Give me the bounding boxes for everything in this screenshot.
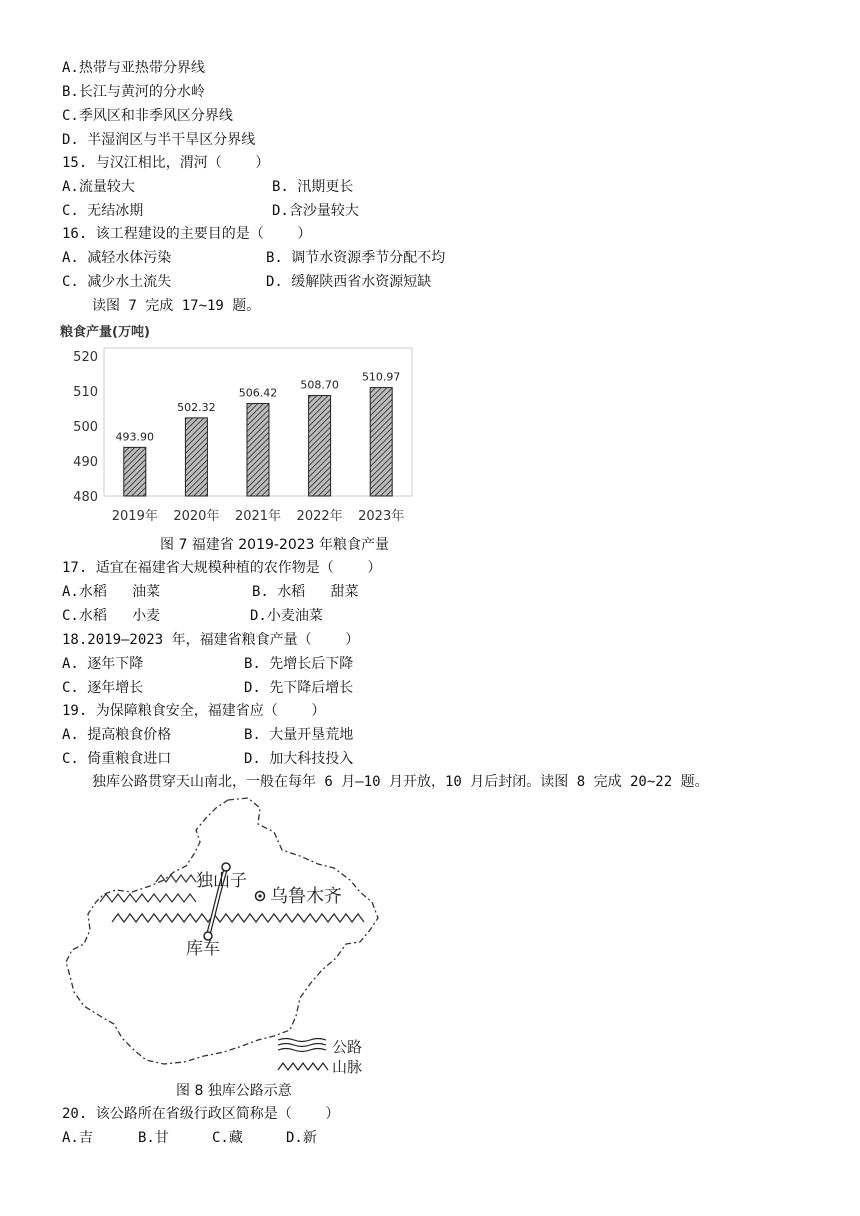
- q20-option-c: C.藏: [212, 1130, 243, 1146]
- q16-option-a: A. 减轻水体污染: [62, 250, 172, 266]
- q16-stem: 16. 该工程建设的主要目的是（ ）: [62, 226, 312, 242]
- figure-8-caption: 图 8 独库公路示意: [176, 1083, 292, 1099]
- q20-option-d: D.新: [286, 1130, 317, 1146]
- x-tick-label: 2022年: [296, 509, 343, 524]
- q15-option-a: A.流量较大: [62, 179, 135, 195]
- q15-option-b: B. 汛期更长: [272, 179, 354, 195]
- y-tick-label: 490: [73, 455, 98, 470]
- q17-option-a: A.水稻 油菜: [62, 584, 161, 600]
- q17-stem: 17. 适宜在福建省大规模种植的农作物是（ ）: [62, 560, 382, 576]
- q17-option-d: D.小麦油菜: [250, 608, 323, 624]
- y-tick-label: 500: [73, 420, 98, 435]
- mountain-range-tianshan: [112, 914, 364, 922]
- bar-value-label: 508.70: [300, 378, 339, 392]
- y-tick-label: 520: [73, 350, 98, 365]
- q18-option-a: A. 逐年下降: [62, 656, 144, 672]
- bar-2023年: [370, 388, 392, 496]
- urumqi-capital-dot: [258, 894, 261, 897]
- legend-road-label: 公路: [332, 1038, 363, 1056]
- label-urumqi: 乌鲁木齐: [270, 886, 342, 907]
- q18-option-b: B. 先增长后下降: [244, 656, 354, 672]
- q20-option-a: A.吉: [62, 1130, 93, 1146]
- label-kuqa: 库车: [186, 939, 220, 959]
- q16-option-b: B. 调节水资源季节分配不均: [266, 250, 446, 266]
- y-tick-label: 480: [73, 490, 98, 505]
- q19-option-c: C. 倚重粮食进口: [62, 751, 172, 767]
- bar-value-label: 510.97: [361, 370, 401, 384]
- q16-option-d: D. 缓解陕西省水资源短缺: [266, 274, 432, 290]
- bar-2020年: [185, 418, 207, 496]
- q17-option-c: C.水稻 小麦: [62, 608, 161, 624]
- q19-option-d: D. 加大科技投入: [244, 751, 354, 767]
- bar-value-label: 506.42: [238, 386, 278, 400]
- legend-mountain-symbol: [278, 1063, 328, 1070]
- bar-2021年: [247, 404, 269, 496]
- q20-option-b: B.甘: [138, 1130, 169, 1146]
- q17-option-b: B. 水稻 甜菜: [252, 584, 359, 600]
- bar-value-label: 493.90: [115, 430, 155, 444]
- label-dushanzi: 独山子: [196, 871, 247, 891]
- bar-2022年: [309, 396, 331, 496]
- intro-20-22: 独库公路贯穿天山南北，一般在每年 6 月—10 月开放，10 月后封闭。读图 8 完成 20~22 题。: [92, 774, 709, 790]
- q19-option-a: A. 提高粮食价格: [62, 727, 172, 743]
- q14-option-c: C.季风区和非季风区分界线: [62, 108, 233, 124]
- x-tick-label: 2019年: [111, 509, 158, 524]
- q20-stem: 20. 该公路所在省级行政区简称是（ ）: [62, 1106, 340, 1122]
- q18-option-c: C. 逐年增长: [62, 680, 144, 696]
- grain-output-bar-chart: [60, 318, 420, 530]
- q15-option-c: C. 无结冰期: [62, 203, 144, 219]
- bar-value-label: 502.32: [177, 400, 216, 414]
- figure-7-caption: 图 7 福建省 2019-2023 年粮食产量: [160, 537, 390, 553]
- y-axis-label: 粮食产量(万吨): [60, 325, 150, 340]
- dukou-highway-map: [60, 794, 390, 1078]
- q15-option-d: D.含沙量较大: [272, 203, 359, 219]
- y-tick-label: 510: [73, 385, 98, 400]
- q19-stem: 19. 为保障粮食安全，福建省应（ ）: [62, 703, 326, 719]
- q16-option-c: C. 减少水土流失: [62, 274, 172, 290]
- x-tick-label: 2021年: [234, 509, 282, 524]
- q15-stem: 15. 与汉江相比，渭河（ ）: [62, 155, 270, 171]
- q19-option-b: B. 大量开垦荒地: [244, 727, 354, 743]
- dushanzi-point: [222, 863, 230, 871]
- x-tick-label: 2023年: [358, 509, 405, 524]
- xinjiang-boundary: [66, 798, 378, 1064]
- q14-option-d: D. 半湿润区与半干旱区分界线: [62, 132, 256, 148]
- q18-option-d: D. 先下降后增长: [244, 680, 354, 696]
- legend-road-symbol: [278, 1039, 326, 1042]
- legend-mountain-label: 山脉: [332, 1058, 363, 1076]
- map-legend: [278, 1038, 362, 1076]
- intro-17-19: 读图 7 完成 17~19 题。: [92, 298, 261, 314]
- q18-stem: 18.2019—2023 年，福建省粮食产量（ ）: [62, 632, 360, 648]
- x-tick-label: 2020年: [173, 509, 220, 524]
- q14-option-b: B.长江与黄河的分水岭: [62, 84, 205, 100]
- bar-2019年: [124, 447, 146, 496]
- q14-option-a: A.热带与亚热带分界线: [62, 60, 205, 76]
- mountain-range-north: [100, 894, 196, 902]
